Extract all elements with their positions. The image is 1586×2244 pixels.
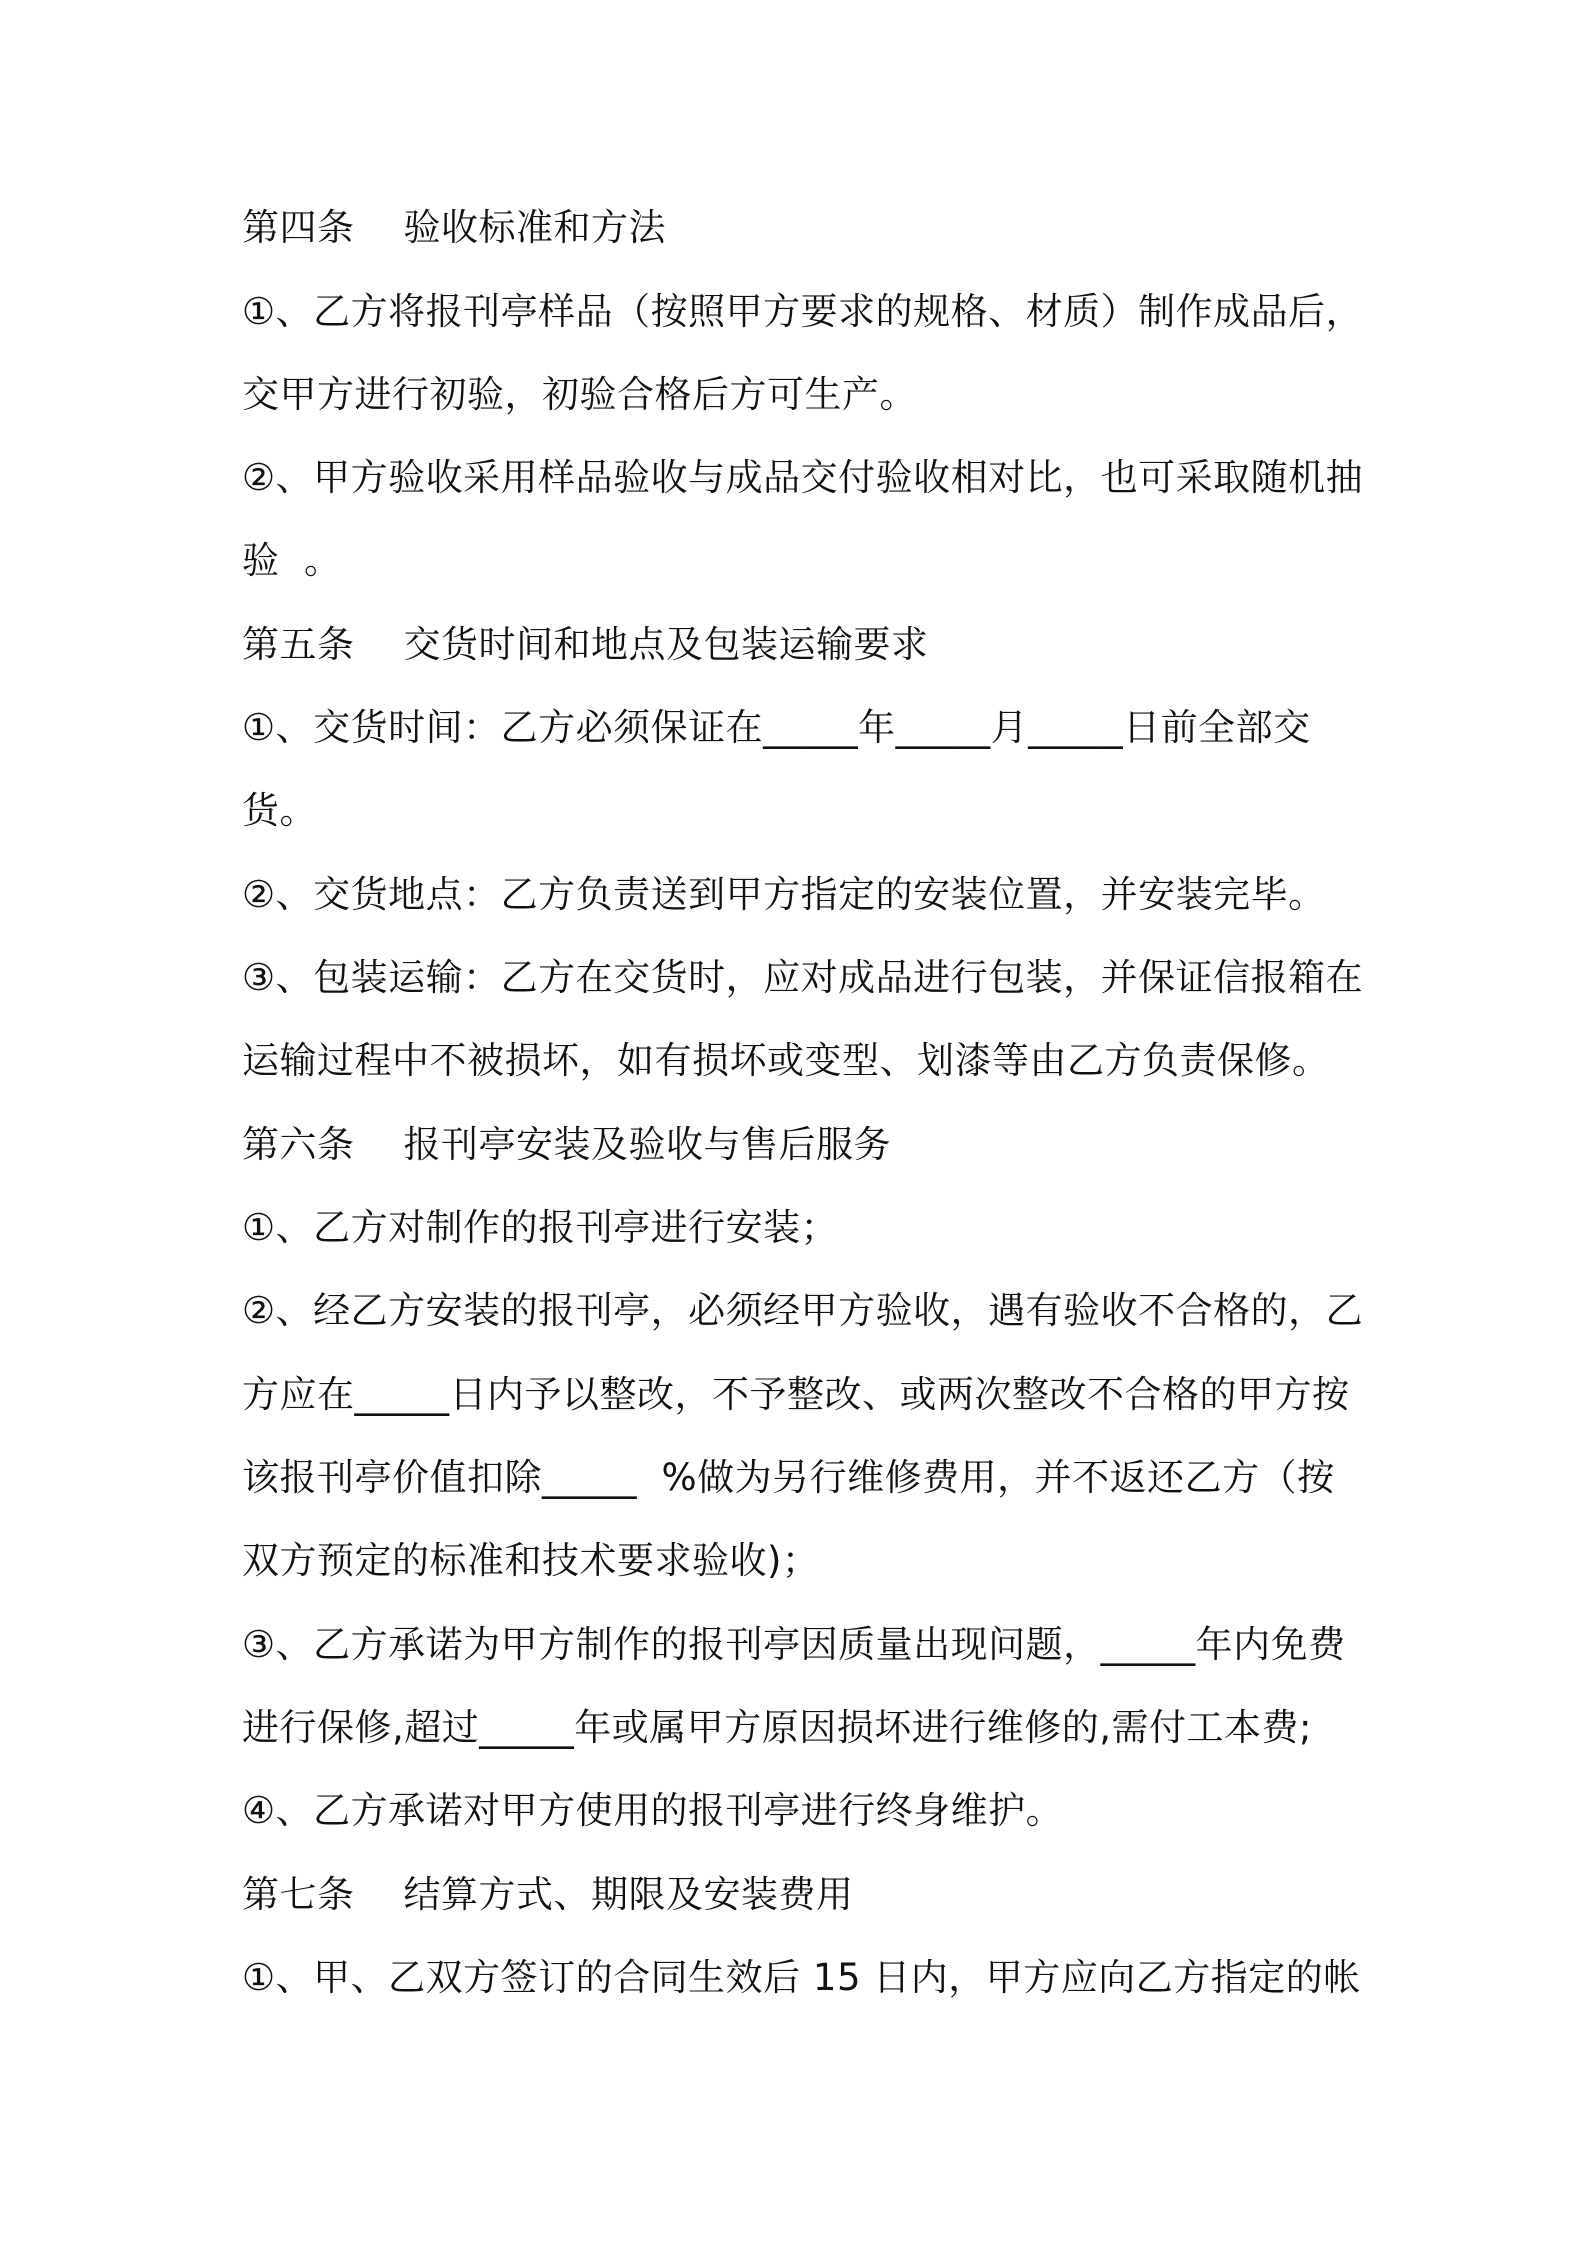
- text-line: 交甲方进行初验，初验合格后方可生产。: [242, 373, 917, 416]
- text-line: 进行保修,超过_____年或属甲方原因损坏进行维修的,需付工本费;: [242, 1706, 1312, 1749]
- text-line: ①、甲、乙双方签订的合同生效后 15 日内，甲方应向乙方指定的帐: [242, 1956, 1361, 1999]
- article-6-heading: 第六条 报刊亭安装及验收与售后服务: [242, 1123, 892, 1166]
- text-line: ①、交货时间：乙方必须保证在_____年_____月_____日前全部交: [242, 706, 1311, 749]
- article-5-heading: 第五条 交货时间和地点及包装运输要求: [242, 623, 929, 666]
- text-line: 方应在_____日内予以整改，不予整改、或两次整改不合格的甲方按: [242, 1373, 1350, 1416]
- article-7-heading: 第七条 结算方式、期限及安装费用: [242, 1873, 854, 1916]
- text-line: 运输过程中不被损坏，如有损坏或变型、划漆等由乙方负责保修。: [242, 1039, 1330, 1082]
- text-line: ①、乙方对制作的报刊亭进行安装；: [242, 1206, 839, 1249]
- article-4-heading: 第四条 验收标准和方法: [242, 206, 667, 249]
- text-line: ③、乙方承诺为甲方制作的报刊亭因质量出现问题，_____年内免费: [242, 1623, 1346, 1666]
- text-line: ②、交货地点：乙方负责送到甲方指定的安装位置，并安装完毕。: [242, 873, 1326, 916]
- text-line: ④、乙方承诺对甲方使用的报刊亭进行终身维护。: [242, 1789, 1064, 1832]
- text-line: 货。: [242, 789, 317, 832]
- text-line: ①、乙方将报刊亭样品（按照甲方要求的规格、材质）制作成品后，: [242, 290, 1364, 333]
- text-line: ③、包装运输：乙方在交货时，应对成品进行包装，并保证信报箱在: [242, 956, 1364, 999]
- text-line: 该报刊亭价值扣除_____ %做为另行维修费用，并不返还乙方（按: [242, 1456, 1335, 1499]
- text-line: 双方预定的标准和技术要求验收)；: [242, 1539, 820, 1582]
- text-line: ②、甲方验收采用样品验收与成品交付验收相对比，也可采取随机抽: [242, 456, 1364, 499]
- text-line: ②、经乙方安装的报刊亭，必须经甲方验收，遇有验收不合格的，乙: [242, 1289, 1364, 1332]
- text-line: 验 。: [242, 539, 342, 582]
